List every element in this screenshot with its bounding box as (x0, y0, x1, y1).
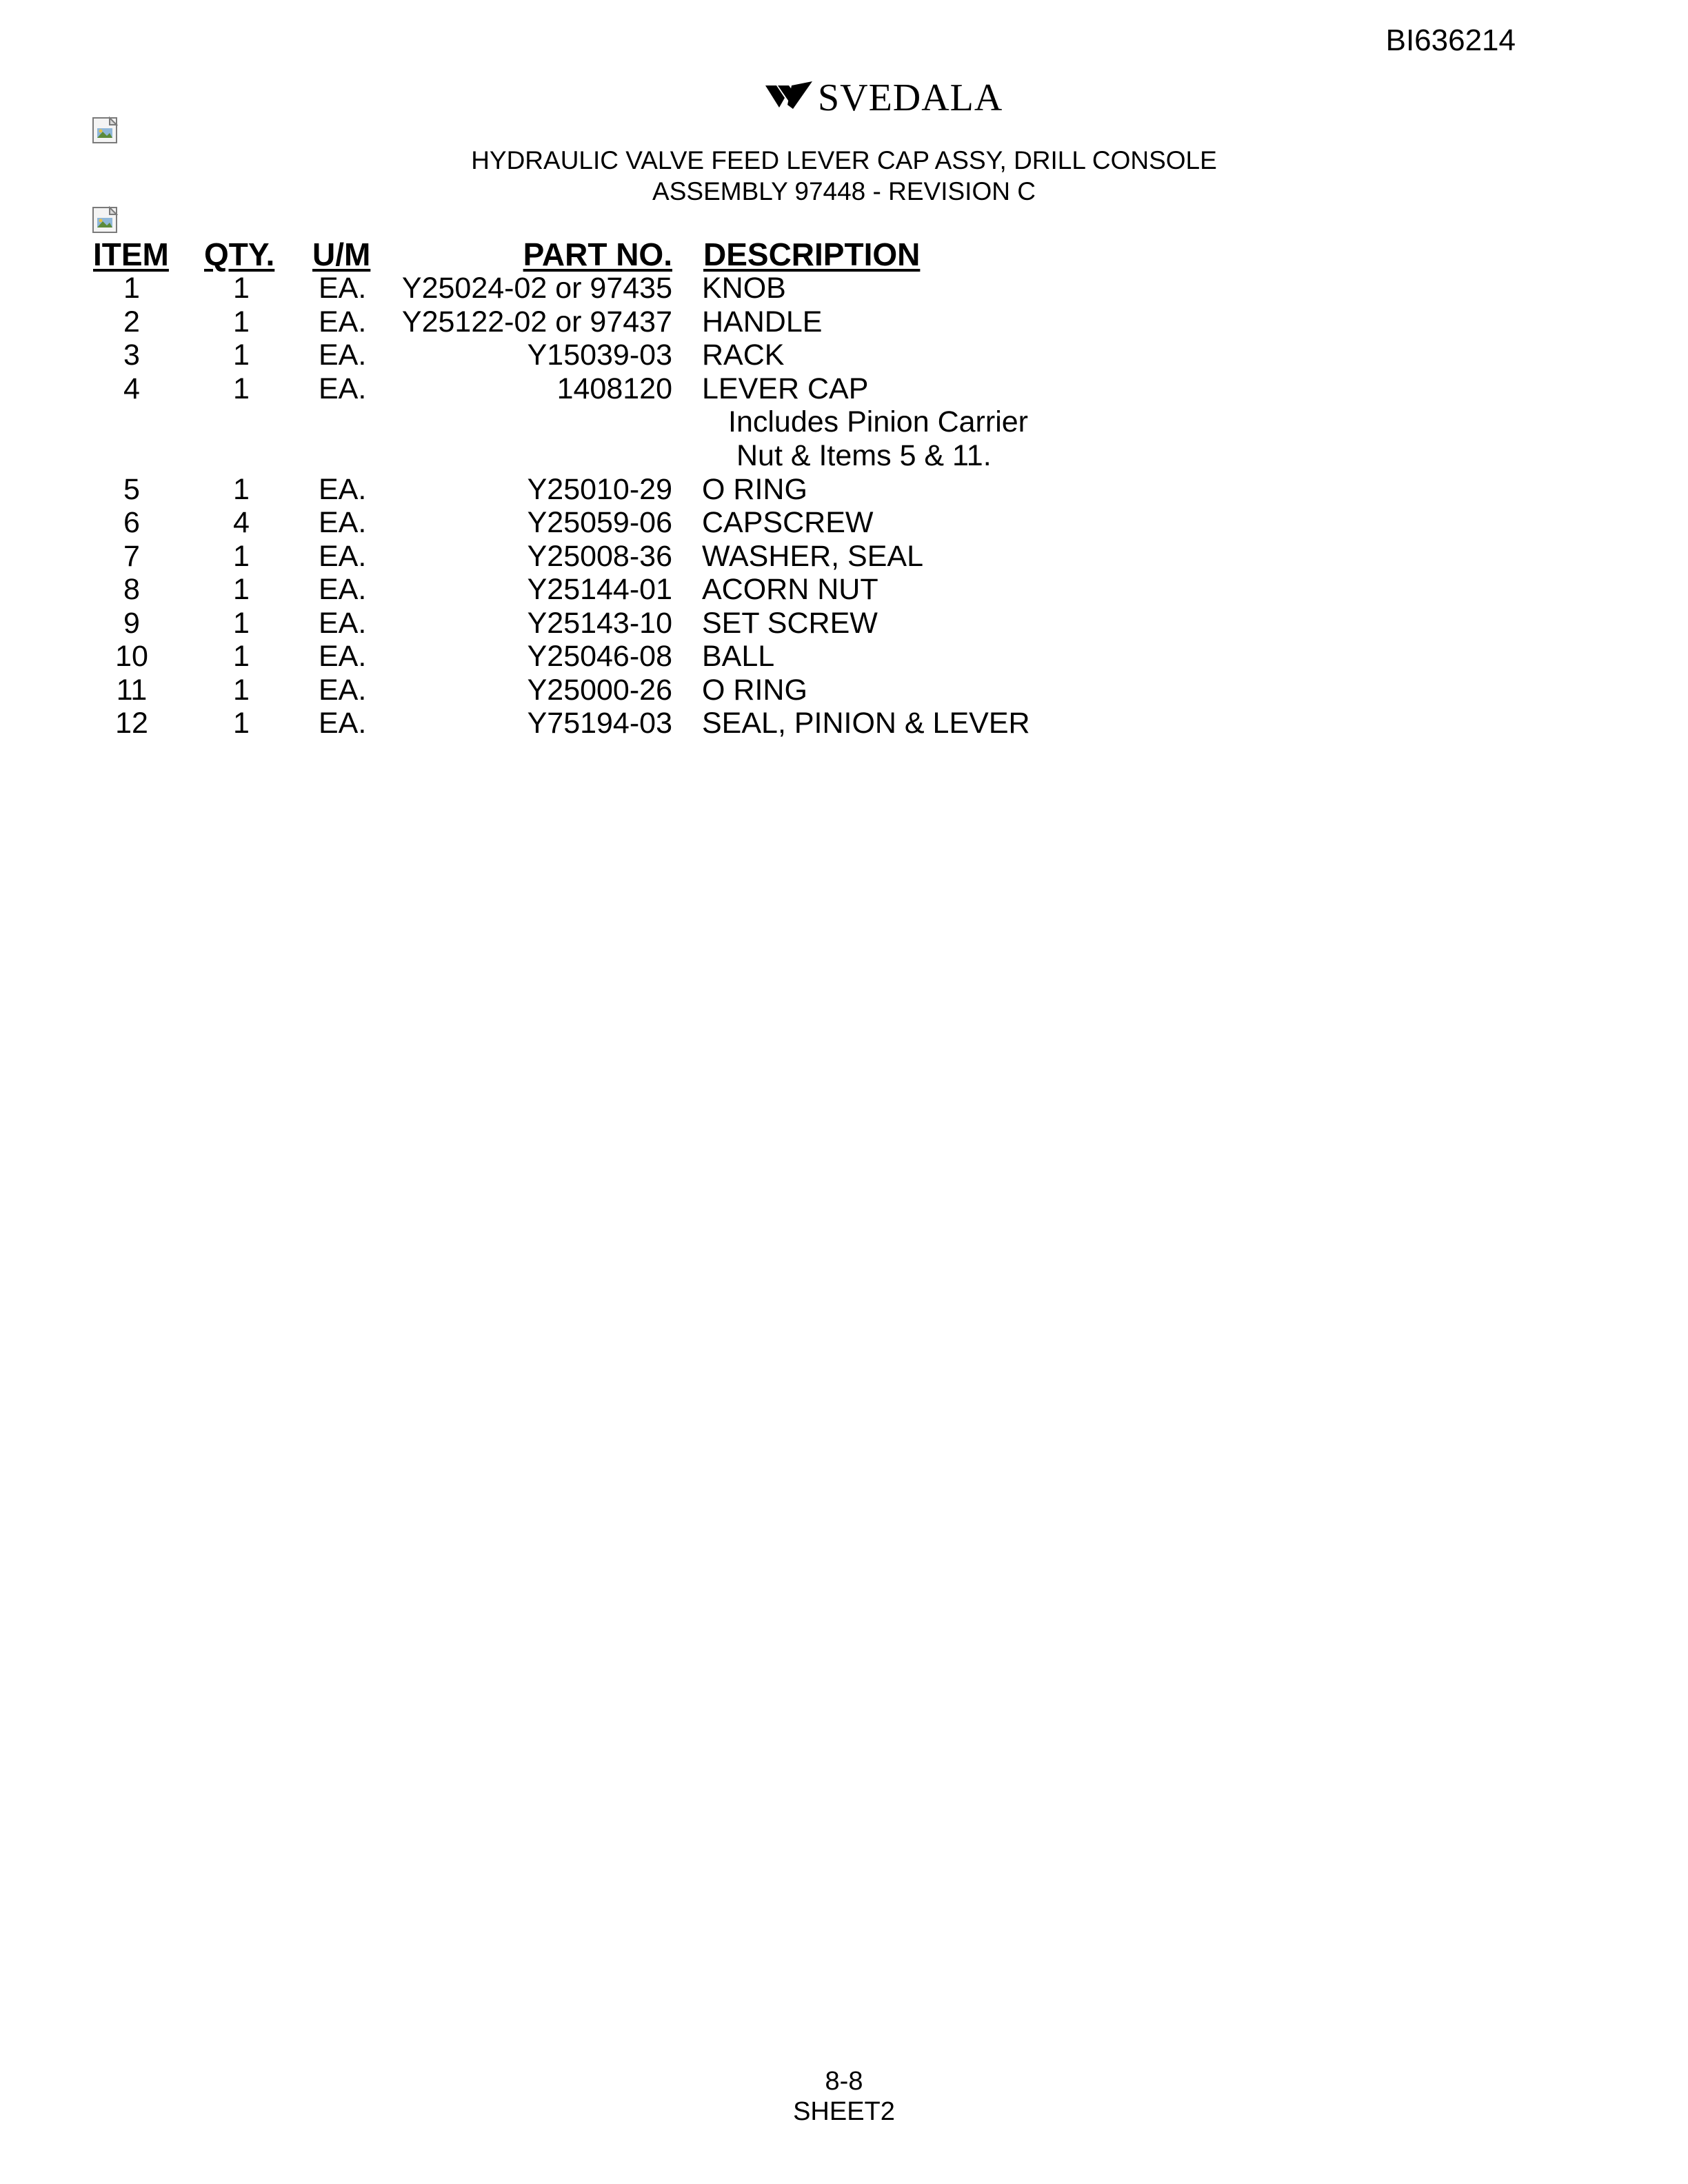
item-number: 12 (115, 707, 148, 740)
part-number: Y15039-03 (527, 338, 672, 372)
unit-of-measure: EA. (319, 573, 367, 606)
part-number: Y25144-01 (527, 573, 672, 606)
item-number: 4 (123, 372, 140, 405)
document-image-icon (91, 116, 120, 145)
table-row (0, 573, 1688, 607)
assembly-revision: ASSEMBLY 97448 - REVISION C (652, 177, 1036, 205)
description: ACORN NUT (702, 573, 878, 606)
part-number: Y25046-08 (527, 640, 672, 673)
document-image-icon (91, 205, 120, 234)
table-row (0, 707, 1688, 740)
item-number: 3 (123, 338, 140, 372)
unit-of-measure: EA. (319, 272, 367, 305)
quantity: 1 (233, 272, 250, 305)
item-number: 9 (123, 607, 140, 640)
quantity: 1 (233, 674, 250, 707)
part-number: Y25143-10 (527, 607, 672, 640)
svedala-logo-mark (764, 80, 814, 113)
table-row (0, 338, 1688, 372)
unit-of-measure: EA. (319, 607, 367, 640)
item-4-note-line-1: Includes Pinion Carrier (728, 405, 1028, 438)
part-number: Y25008-36 (527, 540, 672, 573)
unit-of-measure: EA. (319, 338, 367, 372)
unit-of-measure: EA. (319, 674, 367, 707)
item-number: 8 (123, 573, 140, 606)
description: RACK (702, 338, 785, 372)
table-row (0, 674, 1688, 707)
item-number: 10 (115, 640, 148, 673)
part-number: Y25122-02 or 97437 (401, 305, 672, 338)
description: BALL (702, 640, 775, 673)
description: SEAL, PINION & LEVER (702, 707, 1030, 740)
column-header-part-no: PART NO. (523, 236, 672, 272)
description: KNOB (702, 272, 786, 305)
table-row (0, 607, 1688, 640)
part-number: Y75194-03 (527, 707, 672, 740)
quantity: 1 (233, 338, 250, 372)
quantity: 1 (233, 540, 250, 573)
description: CAPSCREW (702, 506, 874, 539)
description: O RING (702, 473, 807, 506)
unit-of-measure: EA. (319, 707, 367, 740)
unit-of-measure: EA. (319, 305, 367, 338)
quantity: 1 (233, 640, 250, 673)
part-number: Y25000-26 (527, 674, 672, 707)
table-row (0, 305, 1688, 339)
item-number: 2 (123, 305, 140, 338)
table-row (0, 506, 1688, 540)
document-title: HYDRAULIC VALVE FEED LEVER CAP ASSY, DRILL CONSOLE (471, 146, 1217, 174)
description: SET SCREW (702, 607, 878, 640)
page-number: 8-8 (825, 2067, 863, 2096)
column-header-description: DESCRIPTION (703, 236, 921, 272)
description: O RING (702, 674, 807, 707)
item-number: 6 (123, 506, 140, 539)
description: LEVER CAP (702, 372, 869, 405)
quantity: 4 (233, 506, 250, 539)
table-row (0, 540, 1688, 574)
quantity: 1 (233, 707, 250, 740)
part-number: Y25024-02 or 97435 (401, 272, 672, 305)
item-number: 5 (123, 473, 140, 506)
table-row (0, 640, 1688, 674)
unit-of-measure: EA. (319, 473, 367, 506)
unit-of-measure: EA. (319, 540, 367, 573)
unit-of-measure: EA. (319, 506, 367, 539)
item-number: 11 (116, 674, 148, 707)
part-number: Y25010-29 (527, 473, 672, 506)
item-number: 7 (123, 540, 140, 573)
quantity: 1 (233, 573, 250, 606)
logo-wordmark: SVEDALA (818, 77, 1003, 119)
unit-of-measure: EA. (319, 372, 367, 405)
document-id: BI636214 (1385, 23, 1516, 57)
column-header-item: ITEM (93, 236, 169, 272)
description: HANDLE (702, 305, 823, 338)
column-header-qty: QTY. (204, 236, 275, 272)
quantity: 1 (233, 607, 250, 640)
item-number: 1 (123, 272, 140, 305)
quantity: 1 (233, 473, 250, 506)
sheet-label: SHEET2 (793, 2097, 895, 2126)
svedala-logo (764, 74, 1003, 119)
part-number: 1408120 (556, 372, 672, 405)
item-4-note-line-2: Nut & Items 5 & 11. (736, 439, 992, 472)
part-number: Y25059-06 (527, 506, 672, 539)
table-row (0, 372, 1688, 406)
column-header-um: U/M (312, 236, 371, 272)
table-row (0, 473, 1688, 507)
unit-of-measure: EA. (319, 640, 367, 673)
quantity: 1 (233, 305, 250, 338)
description: WASHER, SEAL (702, 540, 923, 573)
table-row (0, 272, 1688, 305)
quantity: 1 (233, 372, 250, 405)
